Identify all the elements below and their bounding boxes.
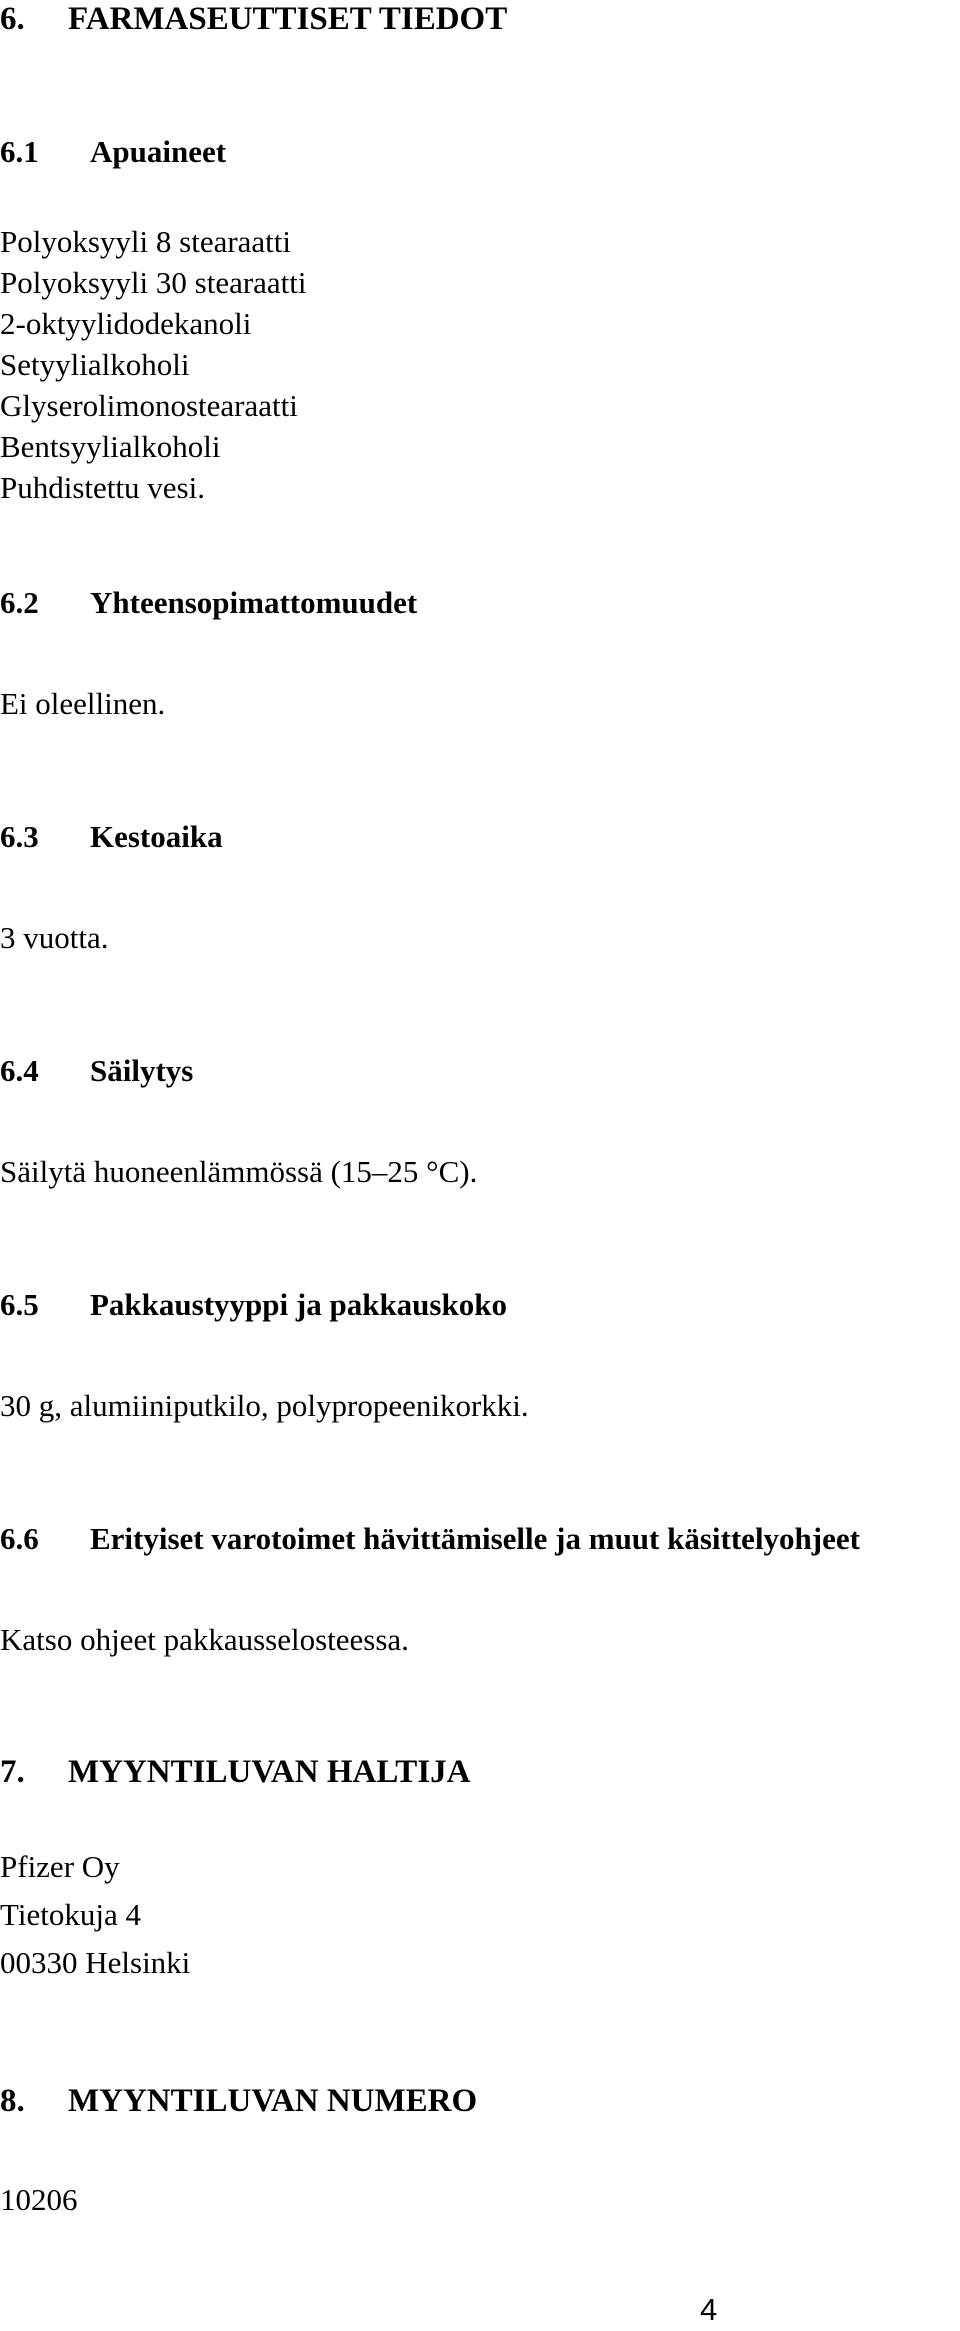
section-7-number: 7. xyxy=(0,1754,25,1790)
excipients-list xyxy=(0,221,307,508)
excipient-item: Bentsyylialkoholi xyxy=(0,429,221,464)
section-8-title: MYYNTILUVAN NUMERO xyxy=(68,2083,478,2119)
excipient-item: Polyoksyyli 8 stearaatti xyxy=(0,224,292,259)
section-6-3-number: 6.3 xyxy=(0,819,39,854)
section-8-text: 10206 xyxy=(0,2182,78,2217)
section-6-number: 6. xyxy=(0,1,25,37)
section-8-number: 8. xyxy=(0,2083,25,2119)
excipient-item: Glyserolimonostearaatti xyxy=(0,388,298,423)
marketing-holder-address xyxy=(0,1846,190,1983)
excipient-item: Polyoksyyli 30 stearaatti xyxy=(0,265,307,300)
section-6-5-text: 30 g, alumiiniputkilo, polypropeenikorkki. xyxy=(0,1388,529,1423)
section-6-5-title: Pakkaustyyppi ja pakkauskoko xyxy=(90,1287,507,1322)
address-line: Tietokuja 4 xyxy=(0,1897,141,1932)
section-8-heading xyxy=(0,2082,477,2120)
section-6-2-title: Yhteensopimattomuudet xyxy=(90,585,418,620)
excipient-item: Setyylialkoholi xyxy=(0,347,190,382)
section-6-4-title: Säilytys xyxy=(90,1053,194,1088)
section-6-2-text: Ei oleellinen. xyxy=(0,686,166,721)
section-6-4-heading xyxy=(0,1052,193,1090)
section-6-5-heading xyxy=(0,1286,507,1324)
address-line: Pfizer Oy xyxy=(0,1849,120,1884)
section-6-6-title: Erityiset varotoimet hävittämiselle ja muut käsittelyohjeet xyxy=(90,1521,860,1556)
section-6-3-title: Kestoaika xyxy=(90,819,223,854)
section-6-title: FARMASEUTTISET TIEDOT xyxy=(68,1,508,37)
section-6-3-heading xyxy=(0,818,223,856)
section-6-5-number: 6.5 xyxy=(0,1287,39,1322)
excipient-item: Puhdistettu vesi. xyxy=(0,470,205,505)
section-6-6-heading xyxy=(0,1520,860,1558)
section-6-1-heading xyxy=(0,133,226,171)
page-number: 4 xyxy=(700,2292,718,2327)
section-6-3-text: 3 vuotta. xyxy=(0,920,109,955)
section-6-2-number: 6.2 xyxy=(0,585,39,620)
section-6-6-number: 6.6 xyxy=(0,1521,39,1556)
address-line: 00330 Helsinki xyxy=(0,1945,191,1980)
section-6-1-title: Apuaineet xyxy=(90,134,227,169)
section-7-heading xyxy=(0,1753,471,1791)
section-6-4-text: Säilytä huoneenlämmössä (15–25 °C). xyxy=(0,1154,478,1189)
section-6-2-heading xyxy=(0,584,417,622)
section-7-title: MYYNTILUVAN HALTIJA xyxy=(68,1754,471,1790)
excipient-item: 2-oktyylidodekanoli xyxy=(0,306,252,341)
section-6-6-text: Katso ohjeet pakkausselosteessa. xyxy=(0,1622,409,1657)
section-6-1-number: 6.1 xyxy=(0,134,39,169)
section-6-4-number: 6.4 xyxy=(0,1053,39,1088)
section-6-heading xyxy=(0,0,507,38)
